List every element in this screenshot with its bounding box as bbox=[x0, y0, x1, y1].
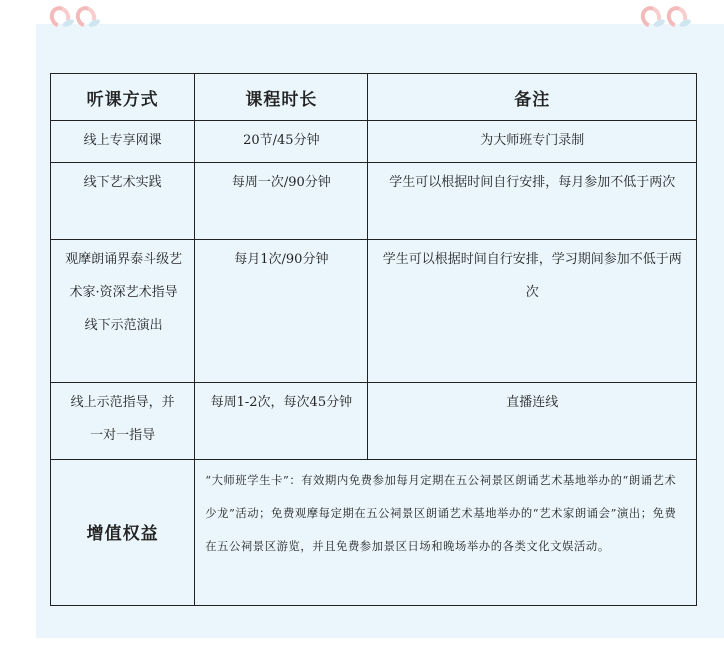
benefit-label: 增值权益 bbox=[51, 460, 195, 606]
row-note: 为大师班专门录制 bbox=[368, 121, 697, 163]
table-row bbox=[51, 163, 697, 240]
row-mode: 线上示范指导，并一对一指导 bbox=[51, 383, 195, 460]
row-mode: 观摩朗诵界泰斗级艺术家·资深艺术指导 线下示范演出 bbox=[51, 240, 195, 383]
course-table bbox=[50, 73, 697, 606]
row-duration: 每周一次/90分钟 bbox=[195, 163, 368, 240]
row-note: 学生可以根据时间自行安排，每月参加不低于两次 bbox=[368, 163, 697, 240]
table-row bbox=[51, 460, 697, 606]
row-mode: 线上专享网课 bbox=[51, 121, 195, 163]
header-mode: 听课方式 bbox=[51, 74, 195, 121]
row-duration: 每周1-2次，每次45分钟 bbox=[195, 383, 368, 460]
header-note: 备注 bbox=[368, 74, 697, 121]
row-note: 直播连线 bbox=[368, 383, 697, 460]
table-row bbox=[51, 121, 697, 163]
row-mode: 线下艺术实践 bbox=[51, 163, 195, 240]
table-row bbox=[51, 383, 697, 460]
row-note: 学生可以根据时间自行安排，学习期间参加不低于两次 bbox=[368, 240, 697, 383]
header-duration: 课程时长 bbox=[195, 74, 368, 121]
row-duration: 20节/45分钟 bbox=[195, 121, 368, 163]
benefit-text: “大师班学生卡”：有效期内免费参加每月定期在五公祠景区朗诵艺术基地举办的“朗诵艺术少龙”活动；免费观摩每定期在五公祠景区朗诵艺术基地举办的“艺术家朗诵会”演出；免费在五公祠景区游览，并且免费参加景区日场和晚场举办的各类文化文娱活动。 bbox=[195, 460, 697, 606]
table-header-row bbox=[51, 74, 697, 121]
table-row bbox=[51, 240, 697, 383]
row-duration: 每月1次/90分钟 bbox=[195, 240, 368, 383]
